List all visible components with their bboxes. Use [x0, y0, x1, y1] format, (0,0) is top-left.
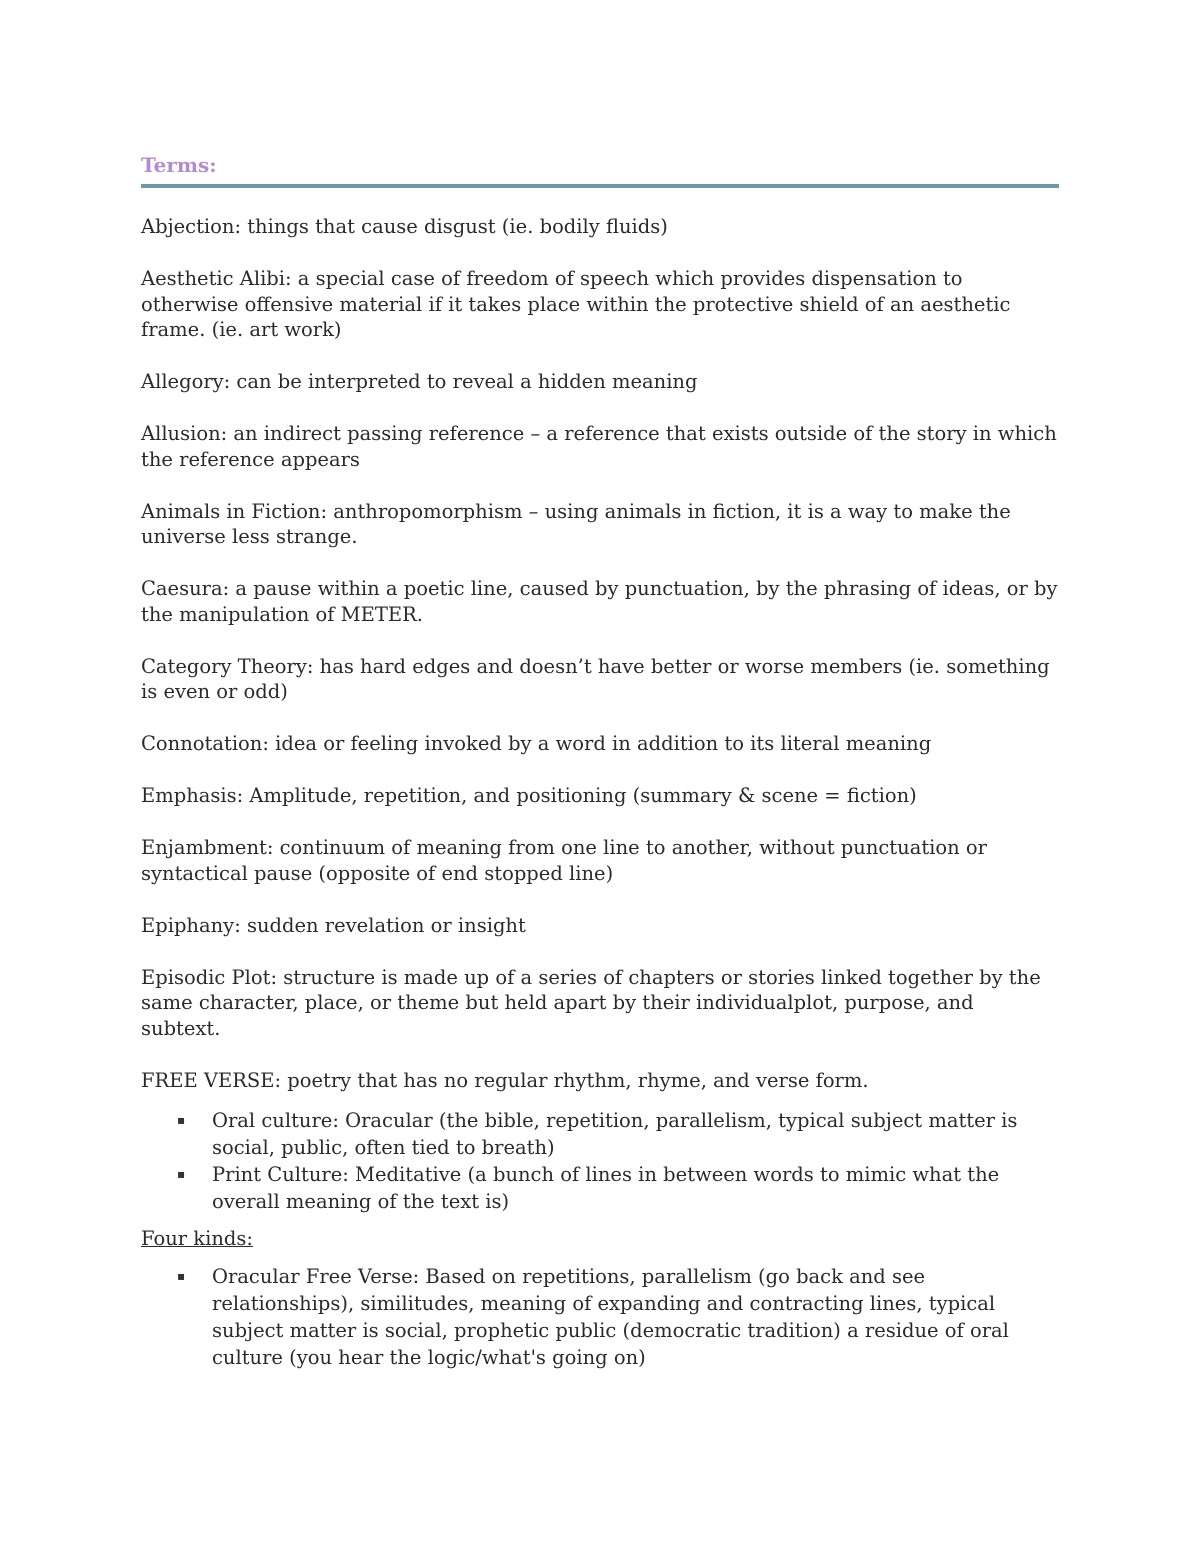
term-allegory: Allegory: can be interpreted to reveal a hidden meaning: [141, 370, 698, 393]
bullet-icon: ▪: [177, 1269, 186, 1283]
heading-divider: [141, 184, 1059, 188]
list-item-text: Print Culture: Meditative (a bunch of lines in between words to mimic what the overall meaning of the text is): [212, 1163, 1000, 1213]
term-caesura: Caesura: a pause within a poetic line, caused by punctuation, by the phrasing of ideas, or by the manipulation of METER.: [141, 577, 1058, 626]
list-item: [141, 1263, 1059, 1371]
term-aesthetic-alibi: Aesthetic Alibi: a special case of freedom of speech which provides dispensation to otherwise offensive material if it takes place within the protective shield of an aesthetic frame. (ie. art work): [141, 267, 1011, 341]
four-kinds-heading: Four kinds:: [141, 1227, 253, 1250]
list-item-text: Oral culture: Oracular (the bible, repetition, parallelism, typical subject matter is social, public, often tied to breath): [212, 1109, 1018, 1159]
list-item: [141, 1107, 1059, 1161]
bullet-icon: ▪: [177, 1113, 186, 1127]
term-emphasis: Emphasis: Amplitude, repetition, and positioning (summary & scene = fiction): [141, 784, 917, 807]
term-abjection: Abjection: things that cause disgust (ie. bodily fluids): [141, 215, 668, 238]
bullet-icon: ▪: [177, 1167, 186, 1181]
term-episodic-plot: Episodic Plot: structure is made up of a series of chapters or stories linked together by the same character, place, or theme but held apart by their individualplot, purpose, and subtext.: [141, 965, 1041, 1040]
document-page: [141, 150, 1059, 1371]
term-allusion: Allusion: an indirect passing reference – a reference that exists outside of the story in which the reference appears: [141, 422, 1057, 471]
term-animals-in-fiction: Animals in Fiction: anthropomorphism – using animals in fiction, it is a way to make the universe less strange.: [141, 499, 1011, 548]
term-enjambment: Enjambment: continuum of meaning from one line to another, without punctuation or syntactical pause (opposite of end stopped line): [141, 836, 987, 885]
list-item-text: Oracular Free Verse: Based on repetitions, parallelism (go back and see relationships), similitudes, meaning of expanding and contracting lines, typical subject matter is social, prophetic public (democratic tradition) a residue of oral culture (you hear the logic/what's going on): [212, 1265, 1009, 1369]
term-epiphany: Epiphany: sudden revelation or insight: [141, 913, 526, 937]
term-free-verse: FREE VERSE: poetry that has no regular rhythm, rhyme, and verse form.: [141, 1068, 869, 1092]
list-item: [141, 1161, 1059, 1215]
four-kinds-bullet-list: [141, 1263, 1059, 1371]
term-connotation: Connotation: idea or feeling invoked by a word in addition to its literal meaning: [141, 732, 932, 755]
page-heading: Terms:: [141, 153, 217, 177]
term-category-theory: Category Theory: has hard edges and doesn’t have better or worse members (ie. something is even or odd): [141, 654, 1050, 703]
free-verse-bullet-list: [141, 1107, 1059, 1215]
